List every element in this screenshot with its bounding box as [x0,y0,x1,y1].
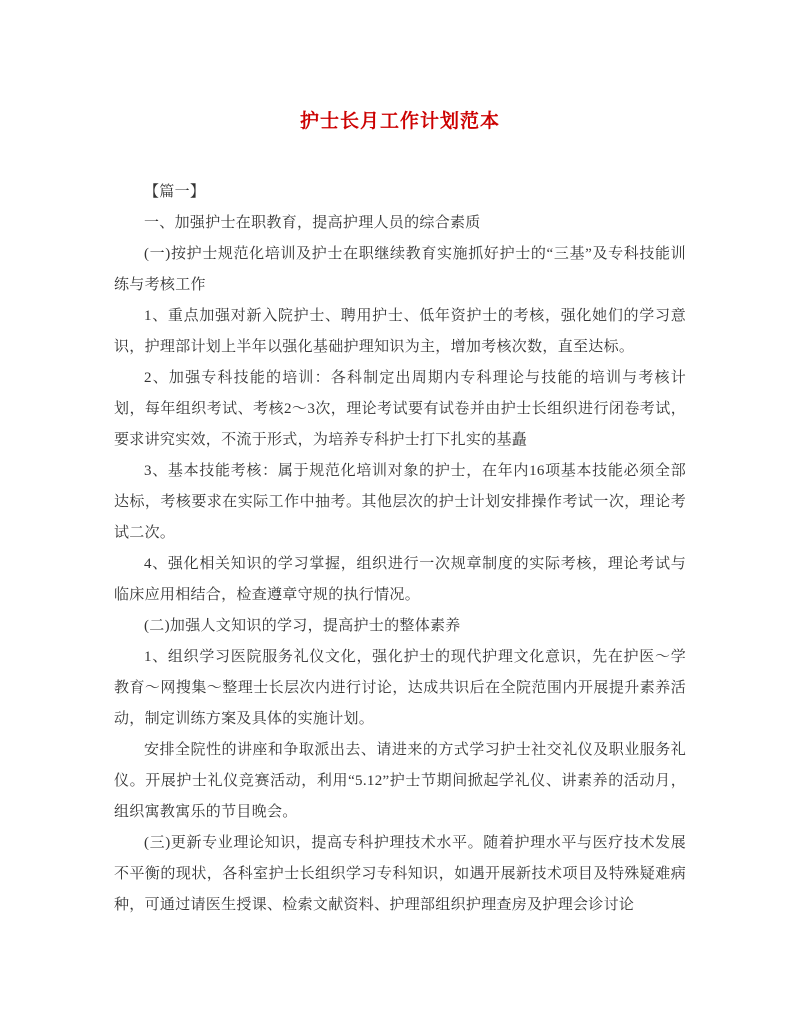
paragraph: 2、加强专科技能的培训：各科制定出周期内专科理论与技能的培训与考核计划，每年组织考试、考核2～3次，理论考试要有试卷并由护士长组织进行闭卷考试，要求讲究实效，不流于形式，为培养专科护士打下扎实的基矗 [114,370,686,448]
document-body [114,177,686,921]
paragraph: 3、基本技能考核：属于规范化培训对象的护士，在年内16项基本技能必须全部达标，考核要求在实际工作中抽考。其他层次的护士计划安排操作考试一次，理论考试二次。 [114,463,686,541]
paragraph: 一、加强护士在职教育，提高护理人员的综合素质 [144,215,481,231]
paragraph: (一)按护士规范化培训及护士在职继续教育实施抓好护士的“三基”及专科技能训练与考核工作 [114,246,686,293]
paragraph: 安排全院性的讲座和争取派出去、请进来的方式学习护士社交礼仪及职业服务礼仪。开展护士礼仪竞赛活动，利用“5.12”护士节期间掀起学礼仪、讲素养的活动月，组织寓教寓乐的节目晚会。 [114,742,686,820]
document-title: 护士长月工作计划范本 [299,111,500,132]
paragraph: (二)加强人文知识的学习，提高护士的整体素养 [144,618,461,634]
paragraph: (三)更新专业理论知识，提高专科护理技术水平。随着护理水平与医疗技术发展不平衡的现状，各科室护士长组织学习专科知识，如遇开展新技术项目及特殊疑难病种，可通过请医生授课、检索文献资料、护理部组织护理查房及护理会诊讨论 [114,835,686,913]
paragraph: 4、强化相关知识的学习掌握，组织进行一次规章制度的实际考核，理论考试与临床应用相结合，检查遵章守规的执行情况。 [114,556,686,603]
paragraph: 1、重点加强对新入院护士、聘用护士、低年资护士的考核，强化她们的学习意识，护理部计划上半年以强化基础护理知识为主，增加考核次数，直至达标。 [114,308,686,355]
paragraph: 【篇一】 [144,184,206,200]
paragraph: 1、组织学习医院服务礼仪文化，强化护士的现代护理文化意识，先在护医～学教育～网搜集～整理士长层次内进行讨论，达成共识后在全院范围内开展提升素养活动，制定训练方案及具体的实施计划。 [114,649,686,727]
